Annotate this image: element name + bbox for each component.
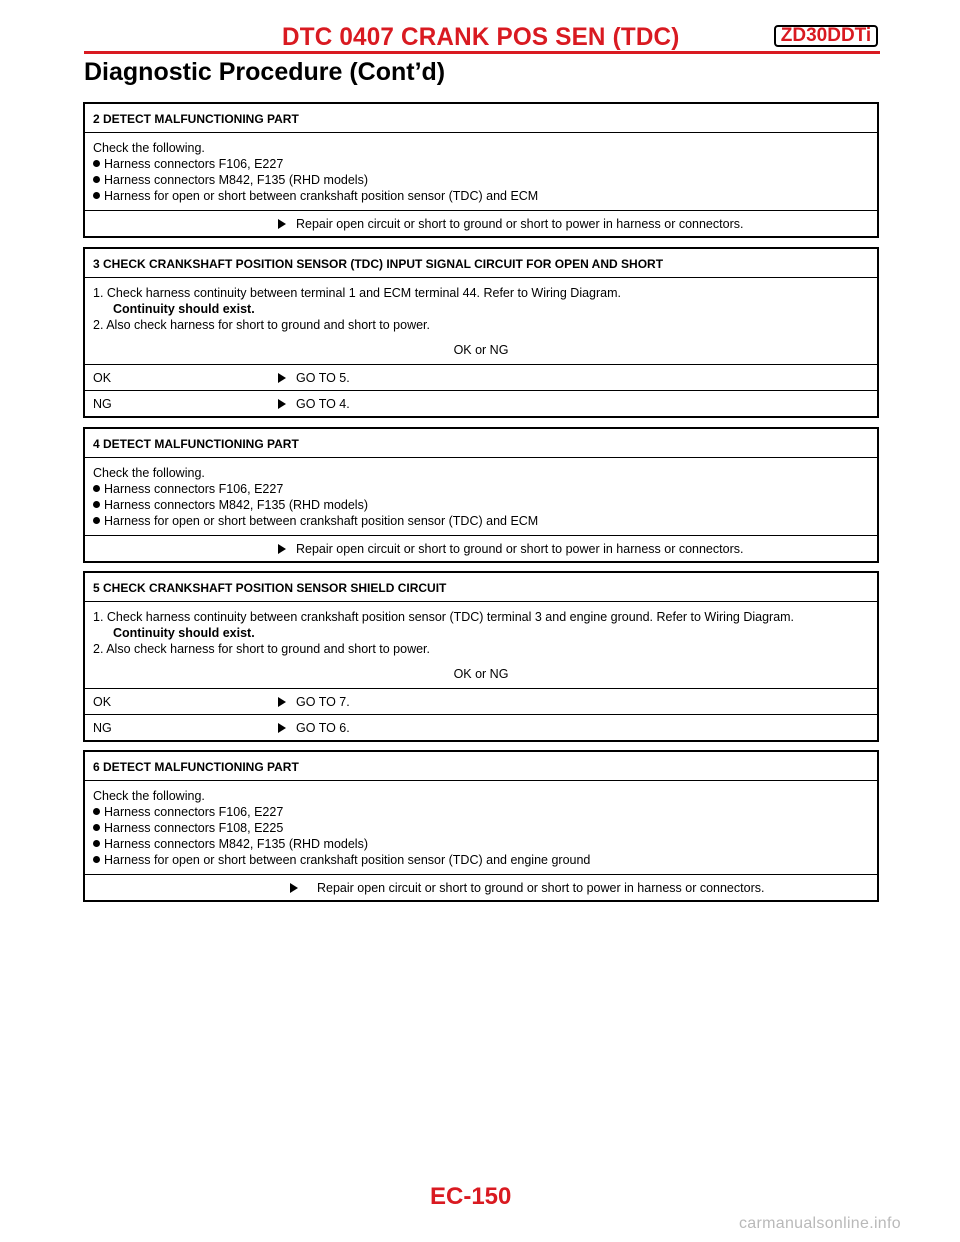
arrow-right-icon xyxy=(278,219,293,229)
step-body xyxy=(85,458,877,536)
ng-result: GO TO 4. xyxy=(296,396,350,411)
step-box-5 xyxy=(83,571,879,742)
step-heading: 4 DETECT MALFUNCTIONING PART xyxy=(85,429,877,458)
ok-result: GO TO 5. xyxy=(296,370,350,385)
ok-result: GO TO 7. xyxy=(296,694,350,709)
instruction-step-1: 1. Check harness continuity between crankshaft position sensor (TDC) terminal 3 and engine ground. Refer to Wiring Diagram. xyxy=(93,610,795,624)
instruction-step-2: 2. Also check harness for short to ground and short to power. xyxy=(93,642,430,656)
step-box-4 xyxy=(83,427,879,563)
step-body xyxy=(85,133,877,211)
bullet-icon xyxy=(93,824,100,831)
page-number: EC-150 xyxy=(430,1183,512,1210)
bullet-icon xyxy=(93,517,100,524)
instruction-step-1: 1. Check harness continuity between terminal 1 and ECM terminal 44. Refer to Wiring Diagram. xyxy=(93,286,622,300)
ng-row xyxy=(85,714,877,740)
bullet-icon xyxy=(93,160,100,167)
check-item: Harness connectors M842, F135 (RHD models) xyxy=(93,497,869,513)
bullet-icon xyxy=(93,485,100,492)
arrow-right-icon xyxy=(278,544,293,554)
arrow-right-icon xyxy=(278,373,293,383)
ng-label: NG xyxy=(93,720,112,735)
ok-label: OK xyxy=(93,694,112,709)
ok-row xyxy=(85,365,877,390)
watermark: carmanualsonline.info xyxy=(739,1215,901,1232)
check-item: Harness for open or short between crankshaft position sensor (TDC) and ECM xyxy=(93,513,869,529)
check-intro: Check the following. xyxy=(93,466,205,480)
page-subtitle: Diagnostic Procedure (Cont’d) xyxy=(84,58,446,86)
step-box-3 xyxy=(83,247,879,418)
step-box-6 xyxy=(83,750,879,902)
engine-code-badge: ZD30DDTi xyxy=(774,25,878,47)
step-body xyxy=(85,602,877,689)
result-text: Repair open circuit or short to ground or short to power in harness or connectors. xyxy=(317,880,765,895)
ok-ng-question: OK or NG xyxy=(453,667,509,681)
step-heading: 5 CHECK CRANKSHAFT POSITION SENSOR SHIELD CIRCUIT xyxy=(85,573,877,602)
check-item: Harness connectors F106, E227 xyxy=(93,481,869,497)
check-item: Harness for open or short between crankshaft position sensor (TDC) and engine ground xyxy=(93,852,869,868)
result-row xyxy=(85,875,877,900)
ng-label: NG xyxy=(93,396,112,411)
instruction-step-2: 2. Also check harness for short to ground and short to power. xyxy=(93,318,430,332)
result-row xyxy=(85,536,877,561)
expected-result: Continuity should exist. xyxy=(113,302,255,316)
result-row xyxy=(85,211,877,236)
bullet-icon xyxy=(93,501,100,508)
ng-row xyxy=(85,390,877,416)
step-heading: 6 DETECT MALFUNCTIONING PART xyxy=(85,752,877,781)
step-heading: 3 CHECK CRANKSHAFT POSITION SENSOR (TDC) INPUT SIGNAL CIRCUIT FOR OPEN AND SHORT xyxy=(85,249,877,278)
ok-ng-question: OK or NG xyxy=(453,343,509,357)
section-title: DTC 0407 CRANK POS SEN (TDC) xyxy=(282,23,680,51)
header-rule xyxy=(84,51,880,54)
bullet-icon xyxy=(93,808,100,815)
arrow-right-icon xyxy=(278,723,293,733)
bullet-icon xyxy=(93,192,100,199)
step-box-2 xyxy=(83,102,879,238)
ng-result: GO TO 6. xyxy=(296,720,350,735)
check-item: Harness connectors F108, E225 xyxy=(93,820,869,836)
bullet-icon xyxy=(93,856,100,863)
step-heading: 2 DETECT MALFUNCTIONING PART xyxy=(85,104,877,133)
check-item: Harness connectors M842, F135 (RHD models) xyxy=(93,836,869,852)
check-item: Harness connectors F106, E227 xyxy=(93,804,869,820)
result-text: Repair open circuit or short to ground or short to power in harness or connectors. xyxy=(296,216,744,231)
step-body xyxy=(85,278,877,365)
step-body xyxy=(85,781,877,875)
check-intro: Check the following. xyxy=(93,789,205,803)
arrow-right-icon xyxy=(290,883,305,893)
check-intro: Check the following. xyxy=(93,141,205,155)
check-item: Harness connectors F106, E227 xyxy=(93,156,869,172)
ok-row xyxy=(85,689,877,714)
check-item: Harness connectors M842, F135 (RHD models) xyxy=(93,172,869,188)
arrow-right-icon xyxy=(278,697,293,707)
ok-label: OK xyxy=(93,370,112,385)
expected-result: Continuity should exist. xyxy=(113,626,255,640)
bullet-icon xyxy=(93,840,100,847)
result-text: Repair open circuit or short to ground or short to power in harness or connectors. xyxy=(296,541,744,556)
bullet-icon xyxy=(93,176,100,183)
arrow-right-icon xyxy=(278,399,293,409)
check-item: Harness for open or short between crankshaft position sensor (TDC) and ECM xyxy=(93,188,869,204)
